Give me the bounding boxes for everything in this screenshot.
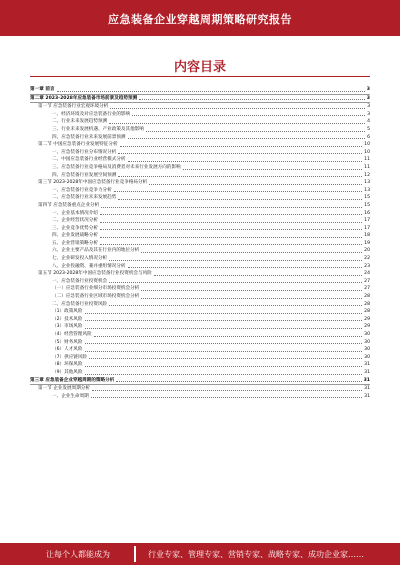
toc-entry-page: 3 [366,95,370,101]
toc-entry[interactable] [30,301,370,309]
toc-entry-page: 15 [364,195,370,201]
toc-entry[interactable] [30,285,370,293]
toc-entry[interactable] [30,270,370,278]
toc-leader-dots [100,222,362,223]
toc-entry-title: 第二章 2023-2028年应急装备市场前景及趋势预测 [30,95,138,101]
toc-leader-dots [85,351,363,352]
toc-entry-title: （5）财务风险 [52,339,83,345]
toc-leader-dots [118,199,362,200]
toc-entry[interactable] [30,361,370,369]
toc-entry[interactable] [30,210,370,218]
toc-entry-page: 31 [364,386,370,392]
footer-bar [0,543,400,565]
toc-leader-dots [183,169,363,170]
toc-entry-title: 二、应急装备行业投资风险 [52,301,108,307]
toc-leader-dots [100,237,362,238]
toc-entry[interactable] [30,156,370,164]
toc-entry-title: （7）供应链风险 [52,354,88,360]
toc-entry[interactable] [30,293,370,301]
toc-entry-page: 27 [364,286,370,292]
toc-entry-page: 29 [364,324,370,330]
toc-entry-title: （6）人才风险 [52,347,83,353]
toc-entry-page: 31 [364,393,370,399]
toc-entry[interactable] [30,118,370,126]
toc-entry-title: 第二节 中国应急装备行业发展特征分析 [38,142,118,148]
toc-entry[interactable] [30,141,370,149]
toc-entry-title: 一、应急装备行业分布情况分析 [52,149,117,155]
toc-leader-dots [85,313,363,314]
toc-entry-page: 20 [364,248,370,254]
toc-entry[interactable] [30,316,370,324]
toc-entry-page: 16 [364,210,370,216]
toc-leader-dots [100,214,362,215]
toc-entry-page: 30 [364,347,370,353]
toc-entry-page: 23 [364,263,370,269]
toc-entry-title: 四、应急装备行业发展空间预测 [52,172,117,178]
toc-entry-page: 17 [364,225,370,231]
toc-leader-dots [85,366,363,367]
toc-entry[interactable] [30,354,370,362]
toc-entry-page: 31 [363,377,370,383]
toc-leader-dots [120,146,363,147]
toc-entry-title: 四、应急装备行业未来发展前景预测 [52,134,126,140]
toc-entry-title: 七、企业研发投入情况分析 [52,256,108,262]
toc-entry-title: 五、企业营销策略分析 [52,240,98,246]
toc-entry-title: （二）应急装备行业区域市场投资机会分析 [52,294,140,300]
toc-entry[interactable] [30,86,370,95]
toc-entry-page: 28 [364,294,370,300]
toc-entry-page: 31 [364,369,370,375]
toc-leader-dots [109,123,365,124]
report-title: 应急装备企业穿越周期策略研究报告 [108,13,292,26]
toc-leader-dots [116,381,361,382]
toc-entry-title: 二、企业经营状况分析 [52,218,98,224]
toc-entry-page: 27 [364,278,370,284]
toc-entry[interactable] [30,323,370,331]
toc-entry-title: 一、应急装备行业竞争力分析 [52,187,112,193]
toc-leader-dots [85,374,363,375]
toc-entry[interactable] [30,369,370,377]
toc-heading: 内容目录 [173,60,226,75]
toc-entry[interactable] [30,164,370,172]
toc-leader-dots [118,176,362,177]
toc-entry-title: （1）政策风险 [52,309,83,315]
toc-leader-dots [128,267,363,268]
toc-leader-dots [100,244,362,245]
toc-entry-title: 一、企业基本情况介绍 [52,210,98,216]
toc-entry[interactable] [30,187,370,195]
toc-leader-dots [109,260,362,261]
toc-entry[interactable] [30,179,370,187]
toc-leader-dots [110,108,365,109]
toc-leader-dots [146,131,365,132]
toc-entry[interactable] [30,240,370,248]
toc-entry-page: 28 [364,301,370,307]
toc-entry-page: 30 [364,332,370,337]
toc-entry[interactable] [30,385,370,393]
toc-entry[interactable] [30,194,370,202]
table-of-contents [30,86,370,400]
toc-entry-title: 三、企业竞争优势分析 [52,225,98,231]
toc-entry[interactable] [30,95,370,104]
toc-entry-title: 三、应急装备行业竞争格局及消费者对未来行业发展方向的影响 [52,164,181,170]
toc-leader-dots [149,184,362,185]
toc-entry-page: 3 [366,87,370,92]
toc-leader-dots [141,298,362,299]
toc-entry-page: 19 [364,240,370,246]
toc-leader-dots [85,328,363,329]
toc-entry-page: 5 [367,126,370,132]
toc-entry-title: 第四节 应急装备重点企业分析 [38,202,100,208]
toc-entry-title: （9）其他风险 [52,369,83,375]
toc-leader-dots [94,336,362,337]
toc-entry[interactable] [30,103,370,111]
toc-entry-page: 22 [364,256,370,262]
toc-entry-title: （3）市场风险 [52,324,83,330]
toc-entry-page: 12 [364,172,370,178]
toc-entry[interactable] [30,308,370,316]
toc-leader-dots [128,138,366,139]
toc-leader-dots [141,290,362,291]
toc-heading-rule [30,76,370,77]
toc-entry-title: 第三节 2023-2028年中国应急装备行业竞争格局分析 [38,180,148,186]
toc-entry[interactable] [30,377,370,386]
toc-entry[interactable] [30,149,370,157]
toc-entry-title: （8）环保风险 [52,362,83,368]
toc-entry-page: 4 [367,119,370,125]
toc-entry-page: 31 [364,362,370,368]
toc-leader-dots [85,320,363,321]
toc-entry[interactable] [30,278,370,286]
toc-entry-page: 10 [364,142,370,148]
toc-leader-dots [109,282,362,283]
toc-leader-dots [128,161,363,162]
toc-leader-dots [114,191,362,192]
toc-entry-page: 30 [364,354,370,360]
toc-entry-title: 一、经济环境及对应急装备行业的影响 [52,111,131,117]
toc-entry-page: 13 [364,180,370,186]
toc-entry-title: 三、行业未来发展机遇、产业政策及其他影响 [52,126,144,132]
toc-entry-page: 10 [364,149,370,155]
toc-leader-dots [85,343,363,344]
toc-entry[interactable] [30,339,370,347]
toc-entry-title: 第一节 企业发展周期分析 [38,386,90,392]
toc-entry[interactable] [30,255,370,263]
footer-divider [134,546,136,562]
toc-leader-dots [101,207,362,208]
toc-entry-title: 一、企业生命周期 [52,393,89,399]
toc-entry[interactable] [30,217,370,225]
toc-entry[interactable] [30,225,370,233]
toc-leader-dots [139,99,365,100]
toc-entry[interactable] [30,263,370,271]
toc-entry-title: （4）经营管理风险 [52,332,92,337]
toc-leader-dots [109,305,362,306]
footer-slogan-left: 让每个人都能成为 [46,550,110,559]
toc-entry-title: 八、企业投融资、兼并重组情况分析 [52,263,126,269]
toc-entry-page: 29 [364,316,370,322]
toc-entry-page: 15 [364,202,370,208]
toc-entry-page: 30 [364,339,370,345]
toc-entry-title: 一、应急装备行业投资机会 [52,278,108,284]
toc-entry[interactable] [30,247,370,255]
toc-entry-title: 第五节 2023-2028年中国应急装备行业投资机会与风险 [38,271,152,277]
toc-entry[interactable] [30,134,370,142]
toc-entry-page: 11 [364,164,370,170]
toc-entry[interactable] [30,393,370,401]
toc-leader-dots [141,252,362,253]
toc-entry-page: 6 [367,134,370,140]
toc-entry-page: 11 [364,157,370,163]
toc-entry-page: 13 [364,187,370,193]
toc-entry-title: 第一章 前言 [30,87,55,92]
toc-leader-dots [154,275,362,276]
toc-entry[interactable] [30,331,370,339]
toc-entry[interactable] [30,126,370,134]
toc-entry-title: 二、行业未来发展趋势预测 [52,119,108,125]
toc-entry-page: 17 [364,218,370,224]
toc-entry-page: 18 [364,233,370,239]
toc-entry[interactable] [30,202,370,210]
toc-entry[interactable] [30,111,370,119]
toc-entry-title: 第三章 应急装备企业穿越周期的策略分析 [30,377,115,383]
toc-leader-dots [118,153,362,154]
toc-entry[interactable] [30,232,370,240]
toc-entry-page: 3 [367,104,370,110]
toc-entry-page: 24 [364,271,370,277]
toc-leader-dots [100,229,362,230]
toc-entry-title: 第一节 应急装备行业宏观环境分析 [38,104,109,110]
toc-entry-title: 六、企业主要产品及其在行业内的地位分析 [52,248,140,254]
toc-leader-dots [57,91,365,92]
toc-entry-title: 二、中国应急装备行业经营模式分析 [52,157,126,163]
toc-leader-dots [132,115,365,116]
toc-entry-page: 3 [367,111,370,117]
toc-entry-title: （2）技术风险 [52,316,83,322]
toc-entry-title: 二、应急装备行业未来发展趋势 [52,195,117,201]
toc-entry[interactable] [30,172,370,180]
toc-leader-dots [89,358,362,359]
toc-entry[interactable] [30,346,370,354]
toc-leader-dots [91,397,362,398]
toc-entry-title: （一）应急装备行业细分市场投资机会分析 [52,286,140,292]
toc-entry-title: 四、企业发展战略分析 [52,233,98,239]
toc-leader-dots [92,390,362,391]
footer-slogan-right: 行业专家、管理专家、营销专家、战略专家、成功企业家…… [148,550,364,559]
report-header-bar [0,0,400,36]
toc-entry-page: 28 [364,309,370,315]
